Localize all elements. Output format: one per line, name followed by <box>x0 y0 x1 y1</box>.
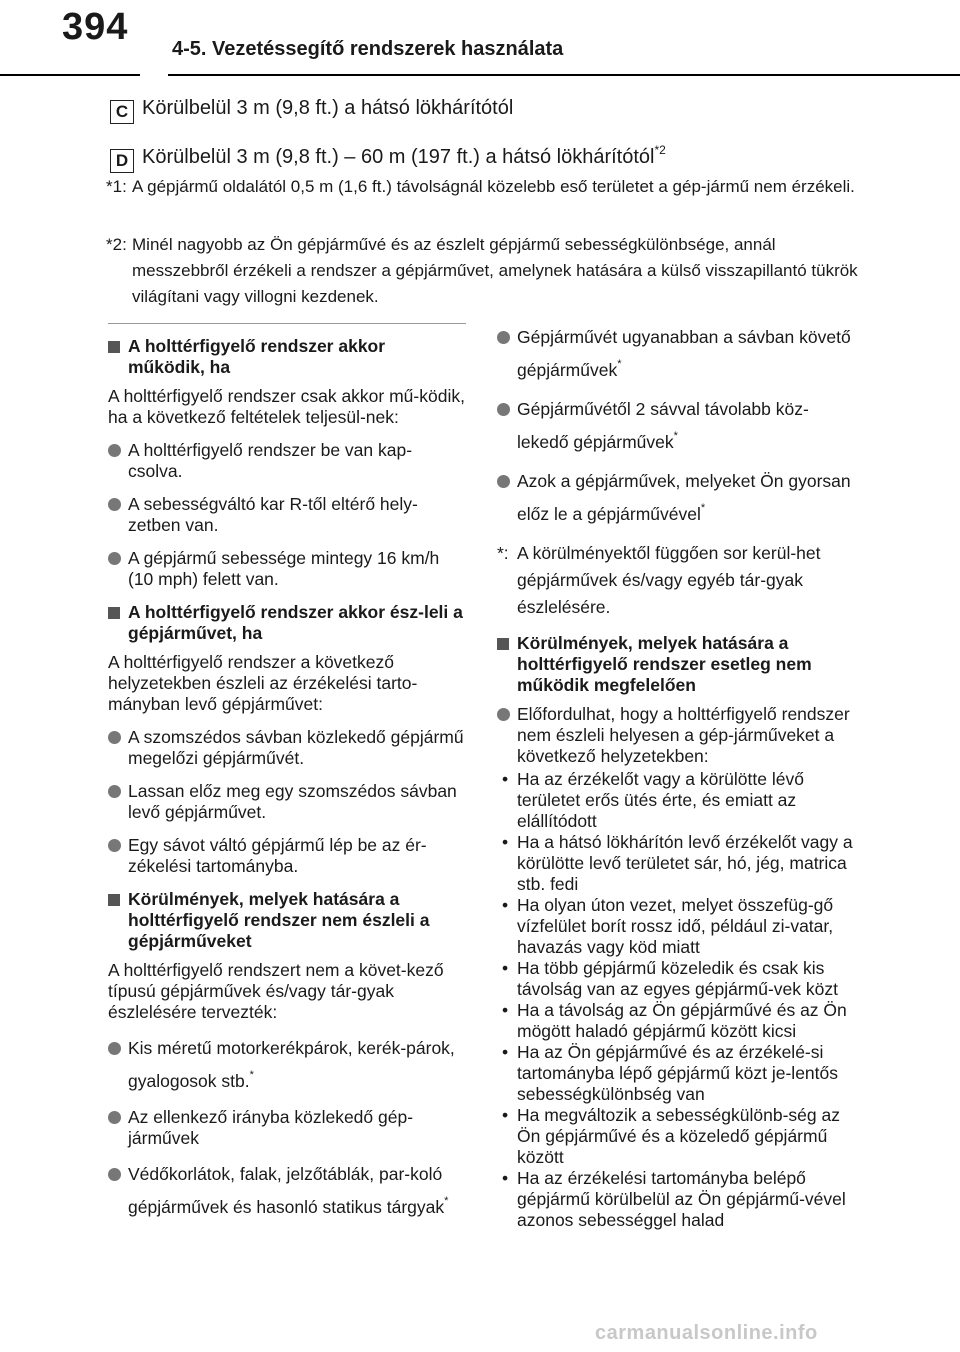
footnote-1-mark: *1: <box>106 177 127 196</box>
dot-bullet-icon <box>497 403 510 416</box>
asterisk: * <box>249 1069 254 1081</box>
dot-bullet-icon <box>108 444 121 457</box>
list-item: A holttérfigyelő rendszer be van kap-csolva. <box>108 440 466 482</box>
marker-d-sup: *2 <box>654 143 666 157</box>
dot-bullet-icon <box>108 498 121 511</box>
square-bullet-icon <box>497 638 509 650</box>
marker-d-box: D <box>110 149 134 173</box>
paragraph: A holttérfigyelő rendszer csak akkor mű-ködik, ha a következő feltételek teljesül-nek: <box>108 386 465 427</box>
marker-d-line <box>110 138 666 173</box>
list-item: Védőkorlátok, falak, jelzőtáblák, par-koló gépjárművek és hasonló statikus tárgyak* <box>108 1161 466 1221</box>
dot-bullet-icon <box>108 552 121 565</box>
dot-bullet-icon <box>108 785 121 798</box>
marker-c-box: C <box>110 100 134 124</box>
marker-c-text: Körülbelül 3 m (9,8 ft.) a hátsó lökhárítótól <box>142 97 514 119</box>
list-item: Előfordulhat, hogy a holttérfigyelő rendszer nem észleli helyesen a gép-járműveket a következő helyzetekben: <box>497 704 859 767</box>
sub-item: • Ha az Ön gépjárművé és az érzékelé-si tartományba lépő gépjármű közt je-lentős sebességkülönbség van <box>502 1042 839 1104</box>
section-heading: A holttérfigyelő rendszer akkor működik, ha <box>108 336 466 378</box>
marker-c-line <box>110 96 513 124</box>
square-bullet-icon <box>108 341 120 353</box>
list-item: Az ellenkező irányba közlekedő gép-járművek <box>108 1107 466 1149</box>
dot-bullet-icon <box>108 731 121 744</box>
dot-bullet-icon <box>497 708 510 721</box>
footnote-2-text: Minél nagyobb az Ön gépjárművé és az észlelt gépjármű sebességkülönbsége, annál messzebbről érzékeli a rendszer a gépjárművet, amelynek hatására a külső visszapillantó tükrök világítani vagy villogni kezdenek. <box>132 235 858 306</box>
sub-item: • Ha az érzékelési tartományba belépő gépjármű körülbelül az Ön gépjármű-vével azonos sebességgel halad <box>502 1168 846 1230</box>
marker-d-text: Körülbelül 3 m (9,8 ft.) – 60 m (197 ft.) a hátsó lökhárítótól <box>142 146 655 168</box>
section-heading: Körülmények, melyek hatására a holttérfigyelő rendszer esetleg nem működik megfelelően <box>497 633 859 696</box>
dot-bullet-icon <box>497 475 510 488</box>
section-heading: A holttérfigyelő rendszer akkor ész-leli a gépjárművet, ha <box>108 602 466 644</box>
footnote-1 <box>106 174 866 200</box>
dot-bullet-icon <box>497 331 510 344</box>
right-column <box>497 324 859 1231</box>
watermark: carmanualsonline.info <box>595 1322 818 1344</box>
sub-item: • Ha olyan úton vezet, melyet összefüg-gő vízfelület borít rossz idő, például zi-vatar, havazás vagy köd miatt <box>502 895 834 957</box>
page-number: 394 <box>62 6 129 48</box>
square-bullet-icon <box>108 607 120 619</box>
list-item: Gépjárművétől 2 sávval távolabb köz-lekedő gépjárművek* <box>497 396 859 456</box>
column-divider <box>108 323 466 324</box>
asterisk: * <box>617 358 622 370</box>
list-item: Azok a gépjárművek, melyeket Ön gyorsan előz le a gépjárművével* <box>497 468 859 528</box>
asterisk-note-mark: *: <box>497 543 509 563</box>
square-bullet-icon <box>108 894 120 906</box>
asterisk: * <box>673 430 678 442</box>
asterisk-note: *: A körülményektől függően sor kerül-het gépjárművek és/vagy egyéb tár-gyak észlelésére. <box>497 540 859 621</box>
dot-bullet-icon <box>108 1042 121 1055</box>
list-item: A gépjármű sebessége mintegy 16 km/h (10 mph) felett van. <box>108 548 466 590</box>
section-heading: Körülmények, melyek hatására a holttérfigyelő rendszer nem észleli a gépjárműveket <box>108 889 466 952</box>
footnote-1-text: A gépjármű oldalától 0,5 m (1,6 ft.) távolságnál közelebb eső területet a gép-jármű nem érzékeli. <box>132 177 855 196</box>
page-header <box>0 0 960 80</box>
dot-bullet-icon <box>108 1168 121 1181</box>
dot-bullet-icon <box>108 839 121 852</box>
sub-item: • Ha az érzékelőt vagy a körülötte lévő területet erős ütés érte, és emiatt az elállítódott <box>502 769 804 831</box>
list-item: Lassan előz meg egy szomszédos sávban levő gépjárművet. <box>108 781 466 823</box>
sub-item: • Ha a távolság az Ön gépjárművé és az Ön mögött haladó gépjármű között kicsi <box>502 1000 847 1041</box>
paragraph: A holttérfigyelő rendszer a következő helyzetekben észleli az érzékelési tarto-mányban levő gépjárművet: <box>108 652 418 714</box>
sub-item: • Ha megváltozik a sebességkülönb-ség az Ön gépjárművé és a közeledő gépjármű között <box>502 1105 840 1167</box>
sub-item: • Ha több gépjármű közeledik és csak kis távolság van az egyes gépjármű-vek közt <box>502 958 838 999</box>
list-item: A sebességváltó kar R-től eltérő hely-zetben van. <box>108 494 466 536</box>
dot-bullet-icon <box>108 1111 121 1124</box>
list-item: Gépjárművét ugyanabban a sávban követő gépjárművek* <box>497 324 859 384</box>
asterisk: * <box>444 1195 449 1207</box>
asterisk: * <box>700 502 706 514</box>
list-item: A szomszédos sávban közlekedő gépjármű megelőzi gépjárművét. <box>108 727 466 769</box>
left-column <box>108 336 466 1233</box>
paragraph: A holttérfigyelő rendszert nem a követ-kező típusú gépjárművek és/vagy tár-gyak észlelésére tervezték: <box>108 960 444 1022</box>
section-title: 4-5. Vezetéssegítő rendszerek használata <box>172 38 564 60</box>
sub-item: • Ha a hátsó lökhárítón levő érzékelőt vagy a körülötte levő területet sár, hó, jég, matrica stb. fedi <box>502 832 853 894</box>
list-item: Egy sávot váltó gépjármű lép be az ér-zékelési tartományba. <box>108 835 466 877</box>
footnote-2 <box>106 232 866 310</box>
list-item: Kis méretű motorkerékpárok, kerék-párok, gyalogosok stb.* <box>108 1035 466 1095</box>
footnote-2-mark: *2: <box>106 235 127 254</box>
